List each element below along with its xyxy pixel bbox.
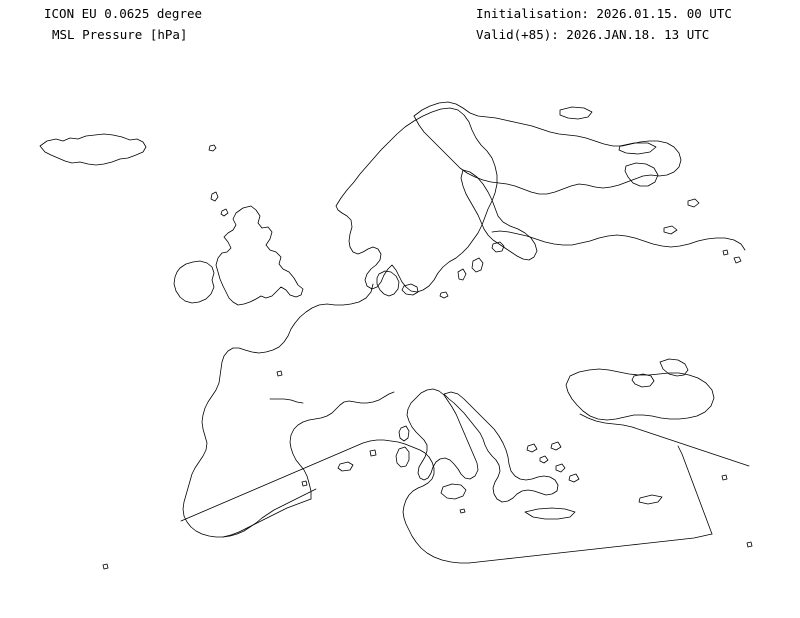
coastline-mark-10 bbox=[734, 257, 741, 263]
coastline-crimea bbox=[632, 374, 654, 387]
map-canvas bbox=[0, 46, 800, 618]
coastline-great-britain bbox=[216, 206, 303, 305]
coastline-faroe-islands bbox=[209, 145, 216, 151]
coastline-mark-4 bbox=[103, 564, 108, 569]
coastline-bornholm bbox=[440, 292, 448, 298]
coastline-crete bbox=[525, 508, 575, 519]
coastline-morocco bbox=[181, 440, 405, 521]
coastline-mark-1 bbox=[723, 250, 728, 255]
variable-label: MSL Pressure [hPa] bbox=[52, 27, 188, 42]
coastline-north-africa bbox=[403, 444, 559, 563]
coastline-north-africa-east bbox=[559, 534, 712, 553]
coastline-oland bbox=[458, 269, 466, 280]
coastline-shetland bbox=[211, 192, 218, 201]
coastline-iceland bbox=[40, 134, 146, 165]
coastline-mark-9 bbox=[664, 226, 677, 234]
coastline-malta bbox=[460, 509, 465, 513]
coastline-white-sea bbox=[625, 163, 658, 186]
coastline-france-pyrenees bbox=[270, 399, 303, 403]
coastline-small-islands-north bbox=[560, 107, 592, 119]
coastline-baltic-states bbox=[492, 231, 745, 250]
coastline-aegean-islands-5 bbox=[551, 442, 561, 450]
coastline-ireland bbox=[174, 261, 214, 303]
coastline-aegean-islands bbox=[540, 456, 548, 463]
coastline-northern-norway bbox=[414, 102, 681, 194]
coastline-anatolia bbox=[580, 414, 749, 466]
coastline-mark-7 bbox=[370, 450, 376, 456]
initialisation-label: Initialisation: 2026.01.15. 00 UTC bbox=[476, 6, 732, 21]
coastline-mark-2 bbox=[722, 475, 727, 480]
coastline-orkney bbox=[221, 209, 228, 216]
valid-time-label: Valid(+85): 2026.JAN.18. 13 UTC bbox=[476, 27, 710, 42]
coastline-western-europe bbox=[183, 284, 373, 537]
coastline-corsica bbox=[399, 426, 409, 441]
coastline-mark-8 bbox=[688, 199, 699, 207]
coastline-aegean-islands-4 bbox=[527, 444, 537, 452]
coastline-danish-islands bbox=[402, 284, 418, 295]
coastline-map bbox=[0, 46, 800, 618]
coastline-sardinia bbox=[396, 447, 409, 467]
coastline-gulf-of-bothnia bbox=[461, 170, 537, 260]
coastline-balearics bbox=[338, 462, 353, 471]
coastline-aegean-islands-3 bbox=[569, 474, 579, 482]
coastline-sicily bbox=[441, 484, 466, 499]
coastline-aegean-islands-2 bbox=[556, 464, 565, 472]
coastline-cyprus bbox=[639, 495, 662, 504]
coastline-mark-5 bbox=[277, 371, 282, 376]
model-label: ICON EU 0.0625 degree bbox=[44, 6, 203, 21]
coastline-gotland bbox=[472, 258, 483, 272]
coastline-mark-3 bbox=[747, 542, 752, 547]
coastline-levant bbox=[678, 446, 712, 534]
coastline-spain-mediterranean bbox=[290, 392, 394, 499]
coastline-small-islands-northeast bbox=[619, 143, 656, 154]
coastline-mark-6 bbox=[302, 481, 307, 486]
coastline-black-sea bbox=[566, 369, 714, 420]
coastline-iberia-south bbox=[223, 499, 311, 537]
